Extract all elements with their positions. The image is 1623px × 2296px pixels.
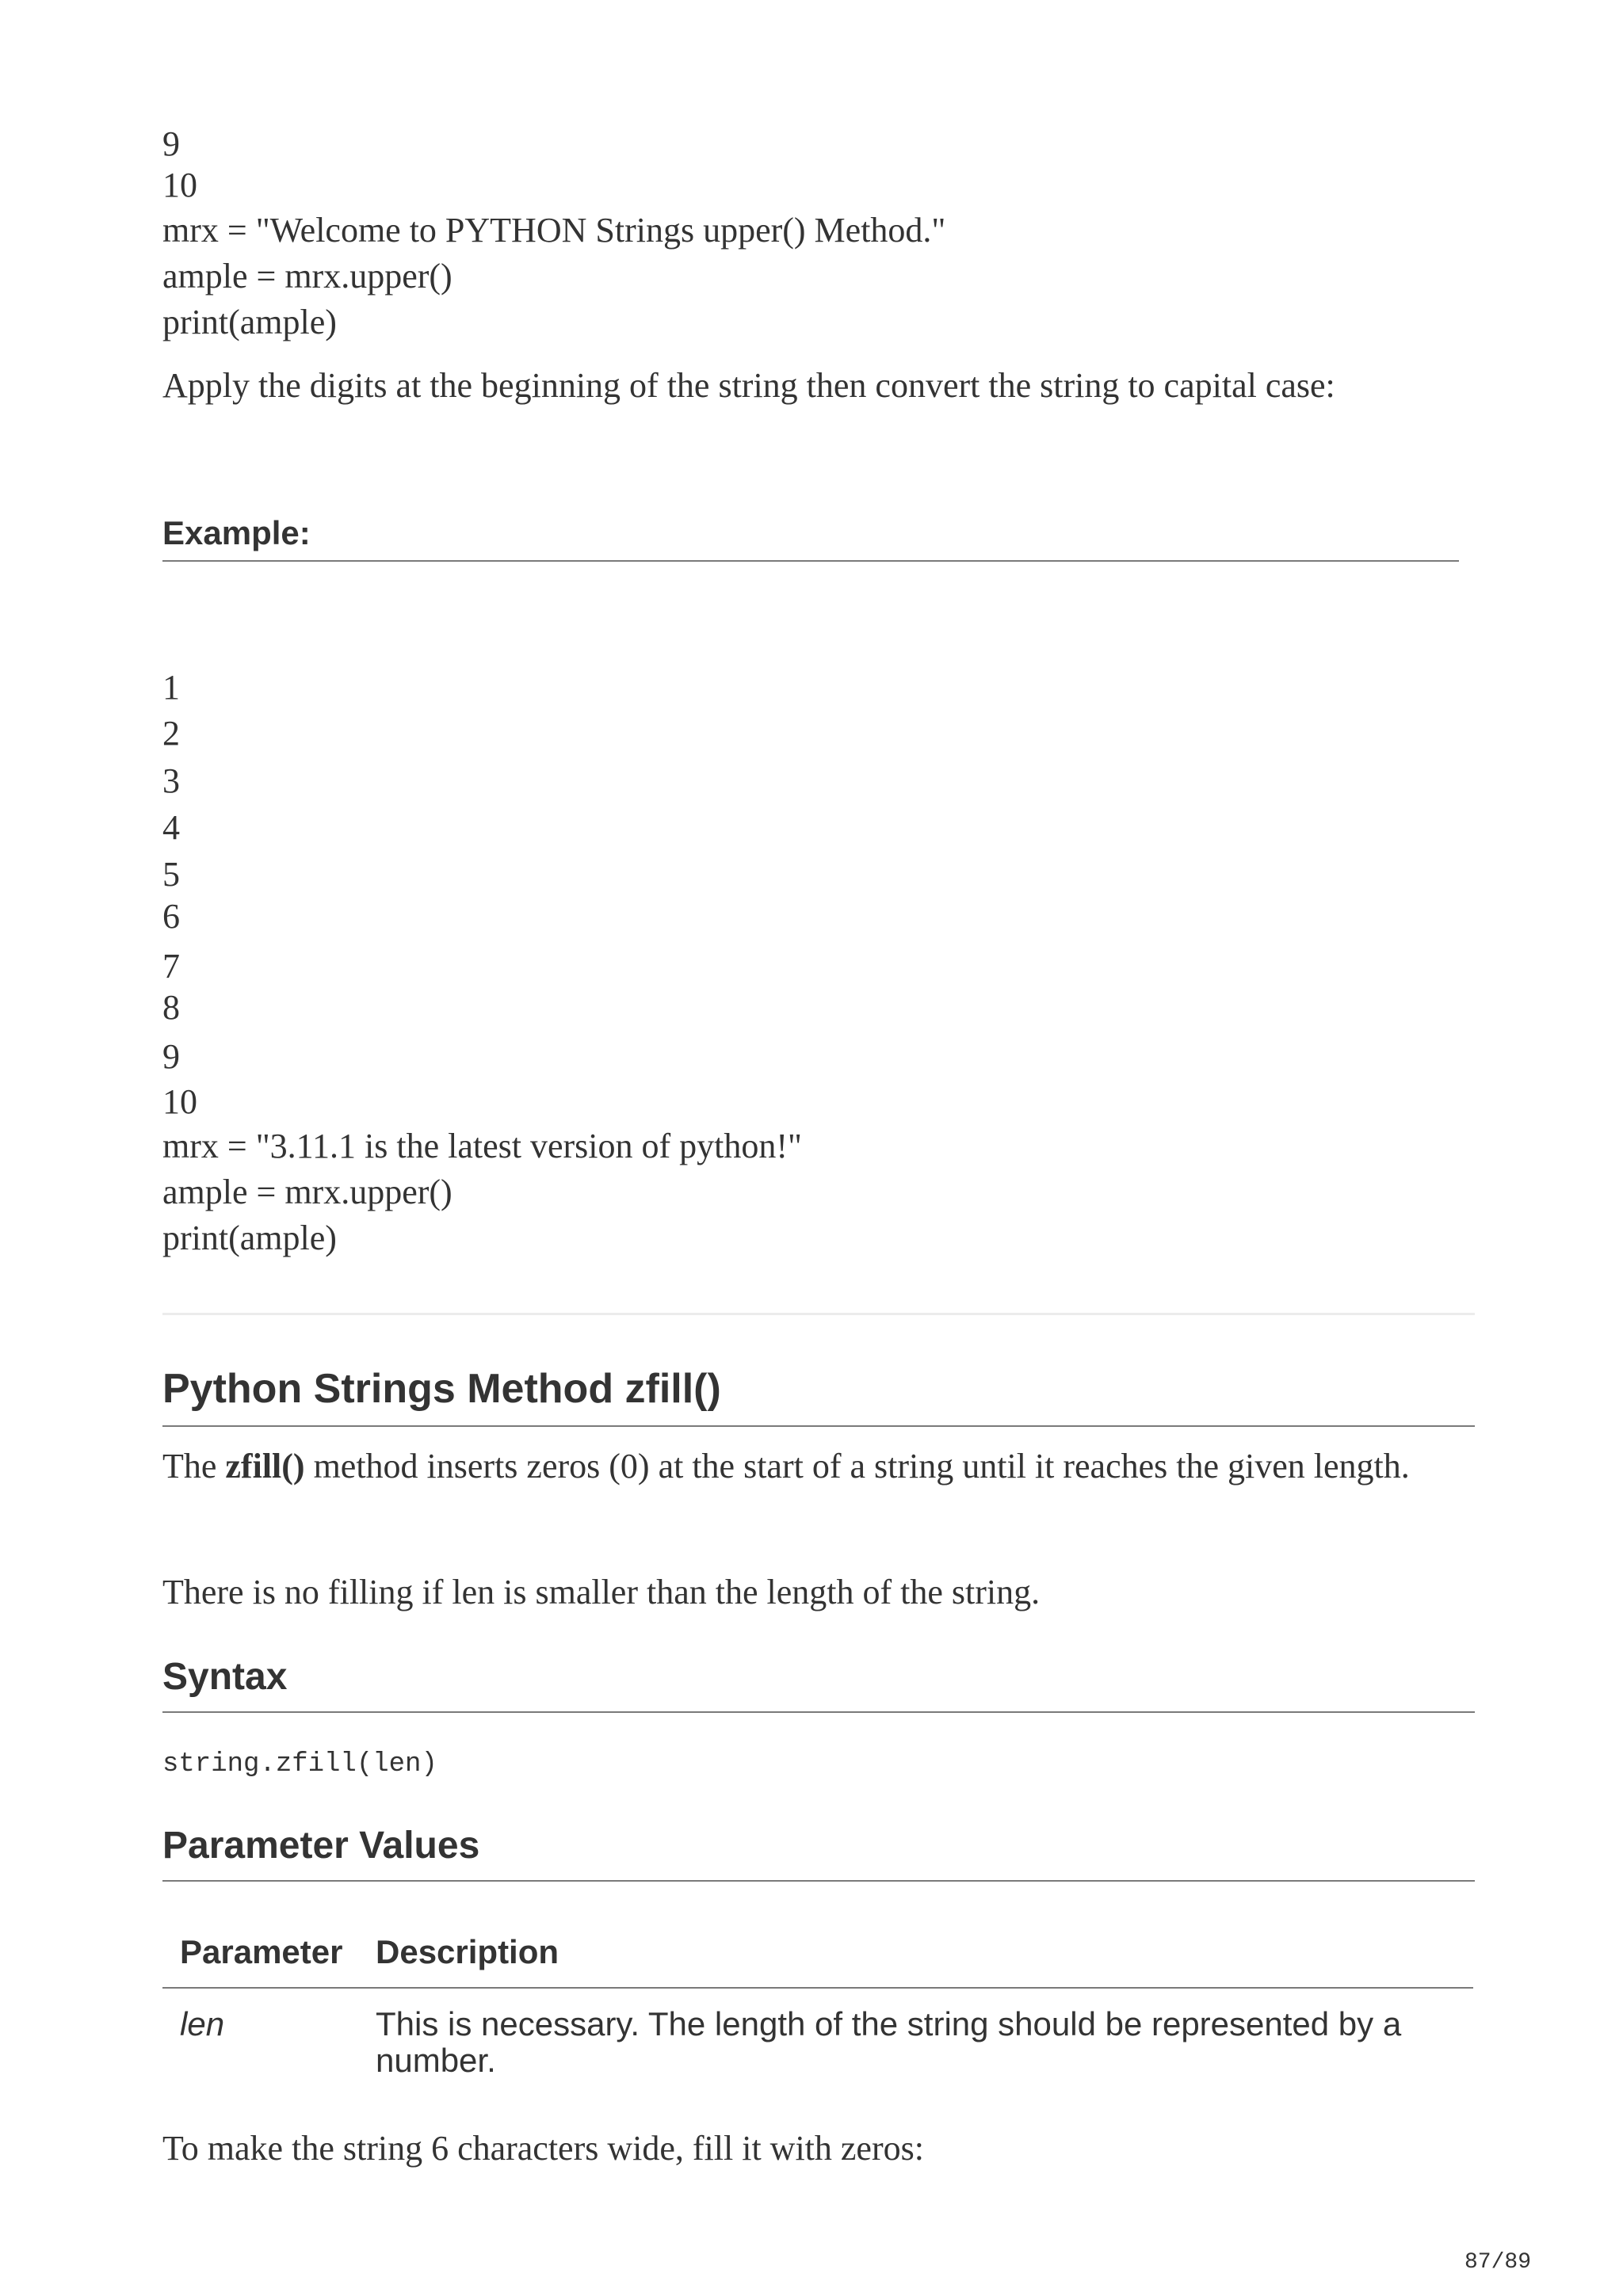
parameter-table (162, 1908, 1473, 2079)
code-line: mrx = "3.11.1 is the latest version of python!" (162, 1127, 802, 1165)
line-number: 8 (162, 988, 180, 1027)
code-line: mrx = "Welcome to PYTHON Strings upper() Method." (162, 211, 946, 250)
line-number: 4 (162, 808, 180, 847)
note-paragraph: There is no filling if len is smaller than the length of the string. (162, 1573, 1041, 1611)
param-heading-rule (162, 1880, 1475, 1882)
closing-text: To make the string 6 characters wide, fill it with zeros: (162, 2129, 924, 2168)
line-number: 2 (162, 714, 180, 753)
line-number: 1 (162, 668, 180, 707)
section-title: Python Strings Method zfill() (162, 1366, 721, 1412)
code-line: print(ample) (162, 303, 337, 341)
code-line: ample = mrx.upper() (162, 257, 453, 296)
para-text: The (162, 1447, 226, 1486)
param-heading: Parameter Values (162, 1825, 480, 1867)
code-line: ample = mrx.upper() (162, 1173, 453, 1211)
line-number: 10 (162, 1082, 197, 1121)
example-heading-rule (162, 560, 1459, 562)
intro-text: Apply the digits at the beginning of the string then convert the string to capital case: (162, 366, 1335, 405)
code-line: print(ample) (162, 1219, 337, 1257)
line-number: 6 (162, 897, 180, 936)
section-title-rule (162, 1425, 1475, 1427)
syntax-heading-rule (162, 1711, 1475, 1713)
page-number: 87/89 (1464, 2250, 1531, 2275)
example-heading: Example: (162, 514, 311, 551)
section-divider (162, 1313, 1475, 1315)
column-header: Parameter (162, 1908, 358, 1988)
description-paragraph (162, 1444, 1462, 1489)
column-header: Description (358, 1908, 1473, 1988)
line-number: 7 (162, 947, 180, 986)
line-number: 5 (162, 855, 180, 894)
param-description: This is necessary. The length of the string should be represented by a number. (376, 2005, 1402, 2079)
line-number: 3 (162, 761, 180, 800)
line-number: 9 (162, 124, 180, 163)
syntax-heading: Syntax (162, 1656, 288, 1698)
line-number: 10 (162, 166, 197, 204)
para-text: method inserts zeros (0) at the start of a string until it reaches the given length. (304, 1447, 1410, 1486)
param-name: len (180, 2005, 225, 2042)
method-name: zfill() (225, 1447, 305, 1486)
table-header-row (162, 1908, 1473, 1988)
table-row (162, 1988, 1473, 2079)
syntax-code: string.zfill(len) (162, 1749, 437, 1779)
line-number: 9 (162, 1037, 180, 1076)
